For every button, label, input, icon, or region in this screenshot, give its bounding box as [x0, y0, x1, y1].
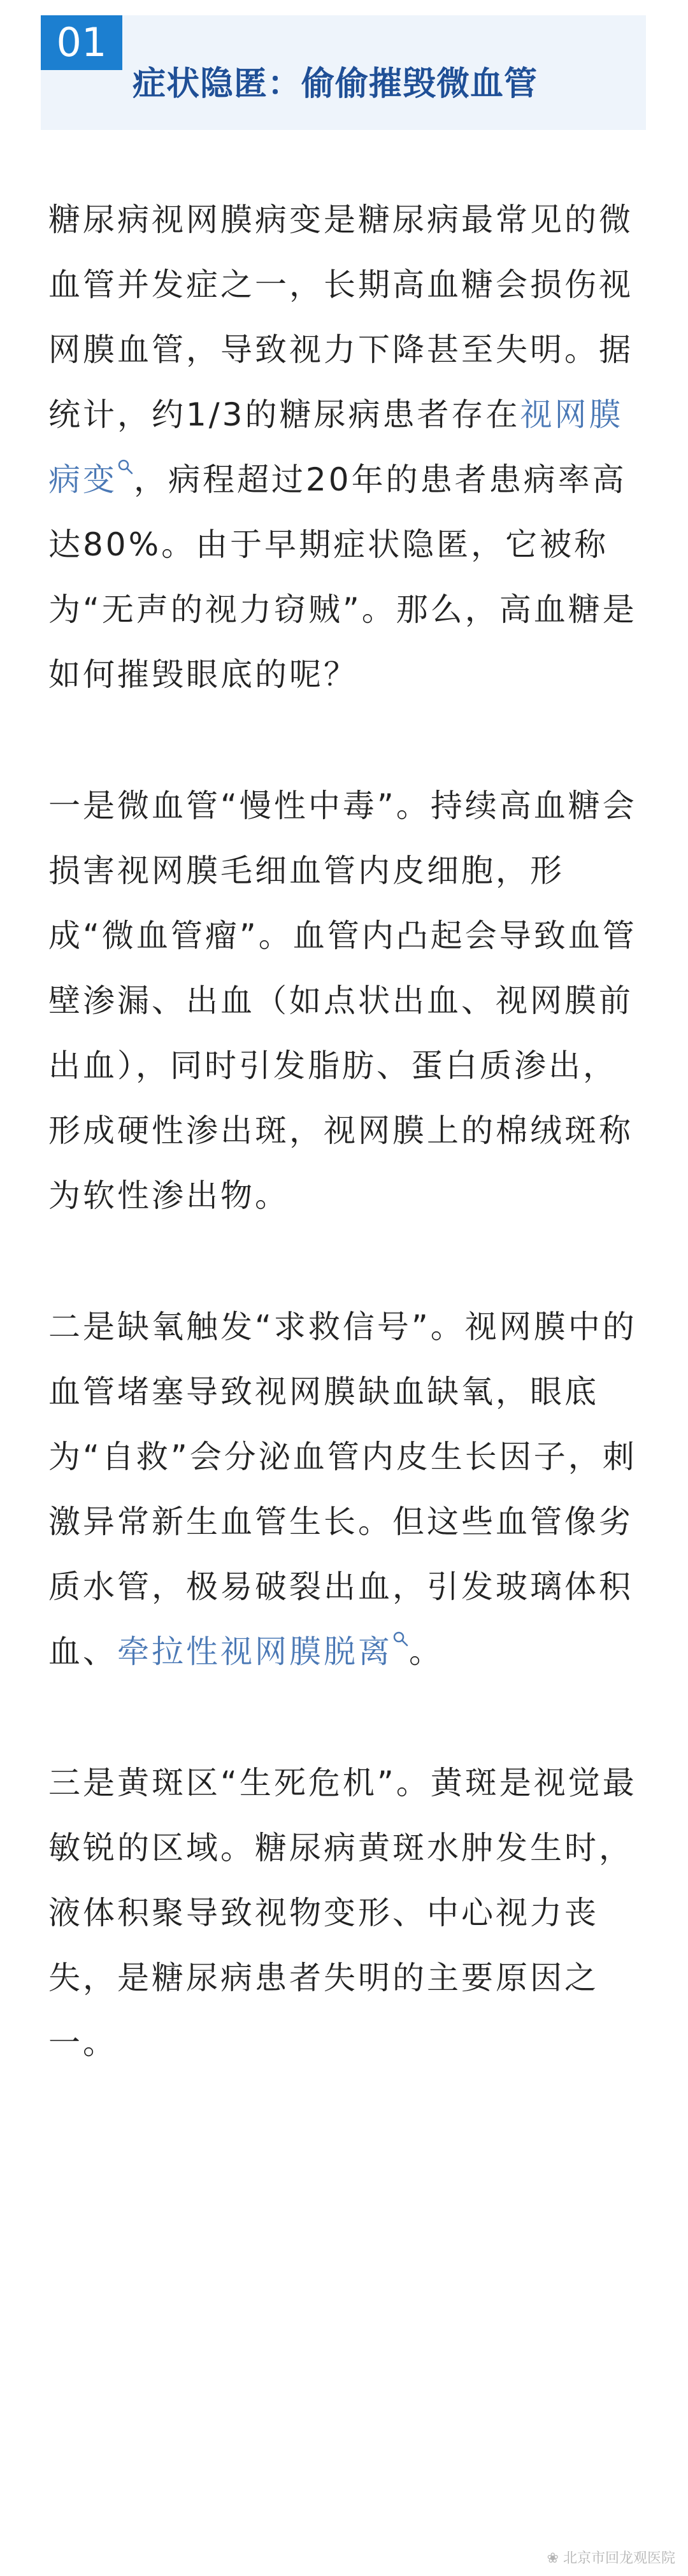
- watermark-text: 北京市回龙观医院: [563, 2551, 675, 2566]
- section-title: 症状隐匿：偷偷摧毁微血管: [133, 65, 538, 103]
- term-link-retinal-detachment[interactable]: [117, 1633, 409, 1670]
- paragraph-text: 糖尿病视网膜病变是糖尿病最常见的微血管并发症之一，长期高血糖会损伤视网膜血管，导致视力下降甚至失明。据统计，约1/3的糖尿病患者存在: [48, 201, 633, 433]
- article-body: [48, 187, 638, 2142]
- watermark: [547, 2549, 675, 2568]
- term-link-label: 牵拉性视网膜脱离: [117, 1633, 392, 1670]
- paw-icon: ❀: [547, 2551, 559, 2566]
- section-number-badge: 01: [41, 15, 122, 70]
- term-link-label: 视网膜病变: [48, 396, 624, 498]
- paragraph-text: 。: [409, 1633, 443, 1670]
- paragraph-text: ，病程超过20年的患者患病率高达80%。由于早期症状隐匿，它被称为“无声的视力窃贼”。那么，高血糖是如何摧毁眼底的呢？: [48, 461, 637, 693]
- paragraph-text: 二是缺氧触发“求救信号”。视网膜中的血管堵塞导致视网膜缺血缺氧，眼底为“自救”会分泌血管内皮生长因子，刺激异常新生血管生长。但这些血管像劣质水管，极易破裂出血，引发玻璃体积血、: [48, 1308, 637, 1670]
- paragraph-macula: 三是黄斑区“生死危机”。黄斑是视觉最敏锐的区域。糖尿病黄斑水肿发生时，液体积聚导致视物变形、中心视力丧失，是糖尿病患者失明的主要原因之一。: [48, 1764, 637, 2061]
- search-icon: [117, 459, 134, 475]
- paragraph-hypoxia: [48, 1294, 638, 1684]
- paragraph-intro: [48, 187, 638, 707]
- search-icon: [392, 1631, 409, 1647]
- paragraph-microvascular: 一是微血管“慢性中毒”。持续高血糖会损害视网膜毛细血管内皮细胞，形成“微血管瘤”。血管内凸起会导致血管壁渗漏、出血（如点状出血、视网膜前出血），同时引发脂肪、蛋白质渗出，形成硬性渗出斑，视网膜上的棉绒斑称为软性渗出物。: [48, 787, 637, 1214]
